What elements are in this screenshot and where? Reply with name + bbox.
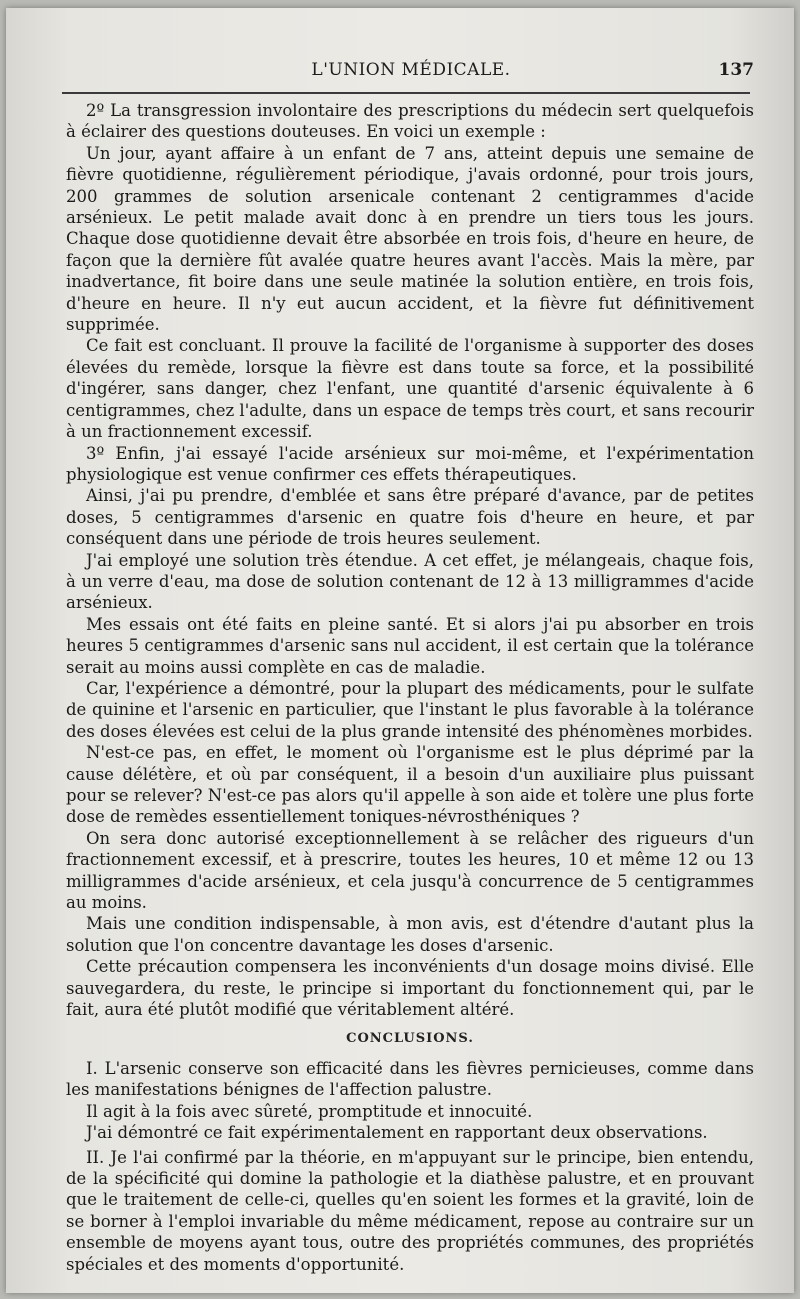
paragraph: Mais une condition indispensable, à mon avis, est d'étendre d'autant plus la solution que l'on concentre davantage les doses d'arsenic. [66,914,754,955]
paragraph: Mes essais ont été faits en pleine santé. Et si alors j'ai pu absorber en trois heures 5 centigrammes d'arsenic sans nul accident, il est certain que la tolérance serait au moins aussi complète en cas de maladie. [66,614,754,677]
conclusion-item: I. L'arsenic conserve son efficacité dans les fièvres pernicieuses, comme dans les manifestations bénignes de l'affection palustre. [66,1058,754,1100]
paragraph: Un jour, ayant affaire à un enfant de 7 ans, atteint depuis une semaine de fièvre quotidienne, régulièrement périodique, j'avais ordonné, pour trois jours, 200 grammes de solution arsenicale contenant 2 centigrammes d'acide arsénieux. Le petit malade avait donc à en prendre un tiers tous les jours. Chaque dose quotidienne devait être absorbée en trois fois, d'heure en heure, de façon que la dernière fût avalée quatre heures avant l'accès. Mais la mère, par inadvertance, fit boire dans une seule matinée la solution entière, en trois fois, d'heure en heure. Il n'y eut aucun accident, et la fièvre fut définitivement supprimée. [66,143,754,335]
paragraph: 2º La transgression involontaire des prescriptions du médecin sert quelquefois à éclairer des questions douteuses. En voici un exemple : [66,101,754,142]
conclusion-item: II. Je l'ai confirmé par la théorie, en m'appuyant sur le principe, bien entendu, de la spécificité qui domine la pathologie et la diathèse palustre, et en prouvant que le traitement de celle-ci, quelles qu'en soient les formes et la gravité, loin de se borner à l'emploi invariable du même médicament, repose au contraire sur un ensemble de moyens ayant tous, outre des propriétés communes, des propriétés spéciales et des moments d'opportunité. [66,1147,754,1274]
paragraph: Ce fait est concluant. Il prouve la facilité de l'organisme à supporter des doses élevées du remède, lorsque la fièvre est dans toute sa force, et la possibilité d'ingérer, sans danger, chez l'enfant, une quantité d'arsenic équivalente à 6 centigrammes, chez l'adulte, dans un espace de temps très court, et sans recourir à un fractionnement excessif. [66,336,755,442]
page-header [66,60,756,90]
paragraph: 3º Enfin, j'ai essayé l'acide arsénieux sur moi-même, et l'expérimentation physiologique est venue confirmer ces effets thérapeutiques. [66,443,754,484]
paragraph: Cette précaution compensera les inconvénients d'un dosage moins divisé. Elle sauvegardera, du reste, le principe si important du fonctionnement qui, par le fait, aura été plutôt modifié que véritablement altéré. [66,957,754,1020]
article-body [66,100,754,1275]
paragraph: Ainsi, j'ai pu prendre, d'emblée et sans être préparé d'avance, par de petites doses, 5 centigrammes d'arsenic en quatre fois d'heure en heure, et par conséquent dans une période de trois heures seulement. [66,486,754,549]
paragraph: Car, l'expérience a démontré, pour la plupart des médicaments, pour le sulfate de quinine et l'arsenic en particulier, que l'instant le plus favorable à la tolérance des doses élevées est celui de la plus grande intensité des phénomènes morbides. [66,678,754,741]
paragraph: J'ai employé une solution très étendue. A cet effet, je mélangeais, chaque fois, à un verre d'eau, ma dose de solution contenant de 12 à 13 milligrammes d'acide arsénieux. [66,550,754,613]
conclusions-heading: CONCLUSIONS. [346,1031,474,1047]
conclusion-item: Il agit à la fois avec sûreté, promptitude et innocuité. [86,1101,533,1121]
paragraph: On sera donc autorisé exceptionnellement à se relâcher des rigueurs d'un fractionnement excessif, et à prescrire, toutes les heures, 10 et même 12 ou 13 milligrammes d'acide arsénieux, et cela jusqu'à concurrence de 5 centigrammes au moins. [66,828,754,913]
page-number: 137 [718,60,754,80]
running-title: L'UNION MÉDICALE. [311,60,511,80]
header-rule [62,92,750,94]
paragraph: N'est-ce pas, en effet, le moment où l'organisme est le plus déprimé par la cause délétère, et où par conséquent, il a besoin d'un auxiliaire plus puissant pour se relever? N'est-ce pas alors qu'il appelle à son aide et tolère une plus forte dose de remèdes essentiellement toniques-névrosthéniques ? [66,743,754,827]
conclusion-item: J'ai démontré ce fait expérimentalement en rapportant deux observations. [86,1123,708,1143]
